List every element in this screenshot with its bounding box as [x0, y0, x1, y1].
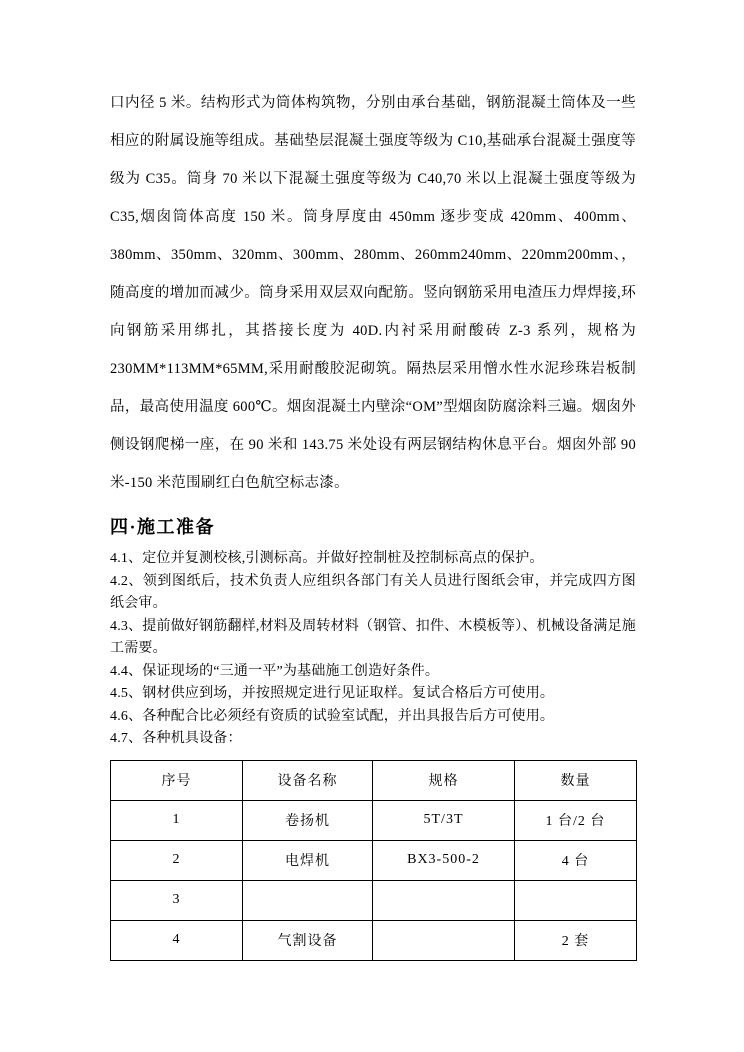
table-cell: 气割设备: [243, 920, 373, 960]
table-cell: BX3-500-2: [373, 840, 515, 880]
table-cell: 2: [111, 840, 243, 880]
list-item: 4.7、各种机具设备：: [110, 731, 242, 746]
table-header-cell-quantity: 数量: [515, 760, 637, 800]
table-cell: 3: [111, 880, 243, 920]
table-header-row: [111, 760, 637, 800]
list-item: 4.4、保证现场的“三通一平”为基础施工创造好条件。: [110, 663, 440, 679]
table-header-cell-name: 设备名称: [243, 760, 373, 800]
table-row: [111, 920, 637, 960]
list-item: 4.6、各种配合比必须经有资质的试验室试配，并出具报告后方可使用。: [110, 708, 555, 724]
table-cell: 1 台/2 台: [515, 800, 637, 840]
table-cell: 2 套: [515, 920, 637, 960]
table-cell: 4: [111, 920, 243, 960]
table-header-cell-spec: 规格: [373, 760, 515, 800]
list-item: 4.2、领到图纸后，技术负责人应组织各部门有关人员进行图纸会审，并完成四方图纸会审。: [110, 573, 636, 611]
table-row: [111, 800, 637, 840]
table-row: [111, 840, 637, 880]
table-cell: 5T/3T: [373, 800, 515, 840]
section-heading: 四·施工准备: [110, 517, 216, 537]
table-cell: 电焊机: [243, 840, 373, 880]
equipment-table: [110, 760, 637, 961]
table-row: [111, 880, 637, 920]
table-cell: 卷扬机: [243, 800, 373, 840]
table-cell: [515, 880, 637, 920]
list-item: 4.3、提前做好钢筋翻样,材料及周转材料（钢管、扣件、木模板等）、机械设备满足施工需要。: [110, 618, 636, 656]
table-cell: [373, 920, 515, 960]
list-item: 4.5、钢材供应到场，并按照规定进行见证取样。复试合格后方可使用。: [110, 686, 555, 701]
table-cell: 1: [111, 800, 243, 840]
preparation-list: [110, 548, 636, 751]
table-cell: [243, 880, 373, 920]
table-header-cell-serial: 序号: [111, 760, 243, 800]
table-cell: 4 台: [515, 840, 637, 880]
table-cell: [373, 880, 515, 920]
list-item: 4.1、定位并复测校核,引测标高。并做好控制桩及控制标高点的保护。: [110, 551, 544, 566]
body-paragraph: 口内径 5 米。结构形式为筒体构筑物，分别由承台基础，钢筋混凝土筒体及一些相应的附属设施等组成。基础垫层混凝土强度等级为 C10,基础承台混凝土强度等级为 C35。筒身 70 米以下混凝土强度等级为 C40,70 米以上混凝土强度等级为 C35,烟囱筒体高度 150 米。筒身厚度由 450mm 逐步变成 420mm、400mm、380mm、350mm、320mm、300mm、280mm、260mm240mm、220mm200mm、，随高度的增加而减少。筒身采用双层双向配筋。竖向钢筋采用电渣压力焊焊接,环向钢筋采用绑扎，其搭接长度为 40D.内衬采用耐酸砖 Z-3 系列，规格为 230MM*113MM*65MM,采用耐酸胶泥砌筑。隔热层采用憎水性水泥珍珠岩板制品，最高使用温度 600℃。烟囱混凝土内壁涂“OM”型烟囱防腐涂料三遍。烟囱外侧设钢爬梯一座，在 90 米和 143.75 米处设有两层钢结构休息平台。烟囱外部 90 米-150 米范围刷红白色航空标志漆。: [110, 95, 636, 491]
